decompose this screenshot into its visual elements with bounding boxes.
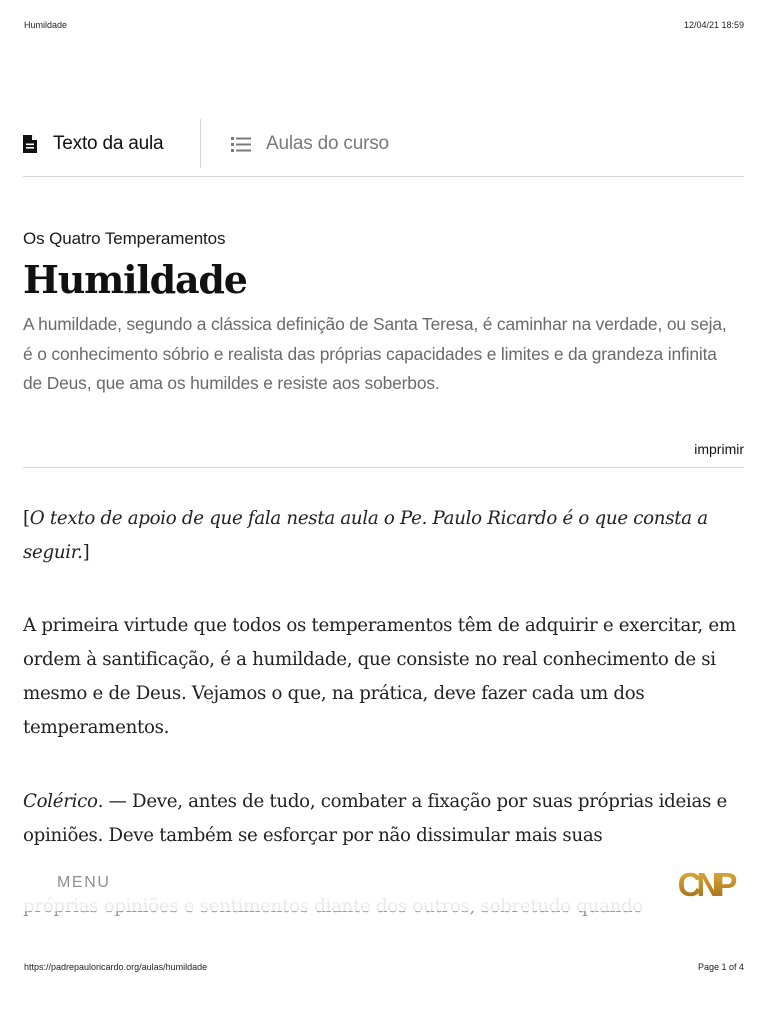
tab-course-lessons[interactable] [231,119,389,169]
tab-divider [200,119,201,168]
content-divider [23,467,744,468]
tab-lesson-text[interactable] [23,119,163,169]
page-url: https://padrepauloricardo.org/aulas/humildade [24,962,208,972]
course-name[interactable]: Os Quatro Temperamentos [23,229,226,248]
document-icon [23,135,37,153]
lesson-tabs [23,119,744,177]
temperament-term: Colérico [23,791,98,812]
print-header-datetime: 12/04/21 18:59 [683,20,744,30]
cnp-logo[interactable] [668,865,742,903]
page-title: Humildade [23,257,247,302]
bracket-open: [ [23,508,30,529]
tab-course-lessons-label: Aulas do curso [266,133,389,154]
paragraph-choleric [23,785,741,853]
lesson-lead: A humildade, segundo a clássica definição de Santa Teresa, é caminhar na verdade, ou seja, é o conhecimento sóbrio e realista das próprias capacidades e limites e da grandeza infinita de Deus, que ama os humildes e resiste aos soberbos. [23,314,727,393]
bracket-close: ] [82,542,90,563]
print-header-title: Humildade [24,20,68,30]
tab-lesson-text-label: Texto da aula [53,133,164,154]
intro-note-text: O texto de apoio de que fala nesta aula o Pe. Paulo Ricardo é o que consta a seguir. [23,508,708,563]
print-header [24,20,744,32]
bottom-menu-bar [0,855,768,911]
paragraph: A primeira virtude que todos os temperamentos têm de adquirir e exercitar, em ordem à santificação, é a humildade, que consiste no real conhecimento de si mesmo e de Deus. Vejamos o que, na prática, deve fazer cada um dos temperamentos. [23,615,736,738]
logo-text: CNP [677,866,733,903]
page-number: Page 1 of 4 [697,962,744,972]
list-icon [231,137,251,152]
print-link[interactable]: imprimir [694,441,744,457]
print-footer [24,962,744,974]
menu-button[interactable]: MENU [57,874,111,891]
paragraph-choleric-text: . — Deve, antes de tudo, combater a fixação por suas próprias ideias e opiniões. Deve também se esforçar por não dissimular mais suas [23,791,727,846]
intro-note [23,502,741,570]
